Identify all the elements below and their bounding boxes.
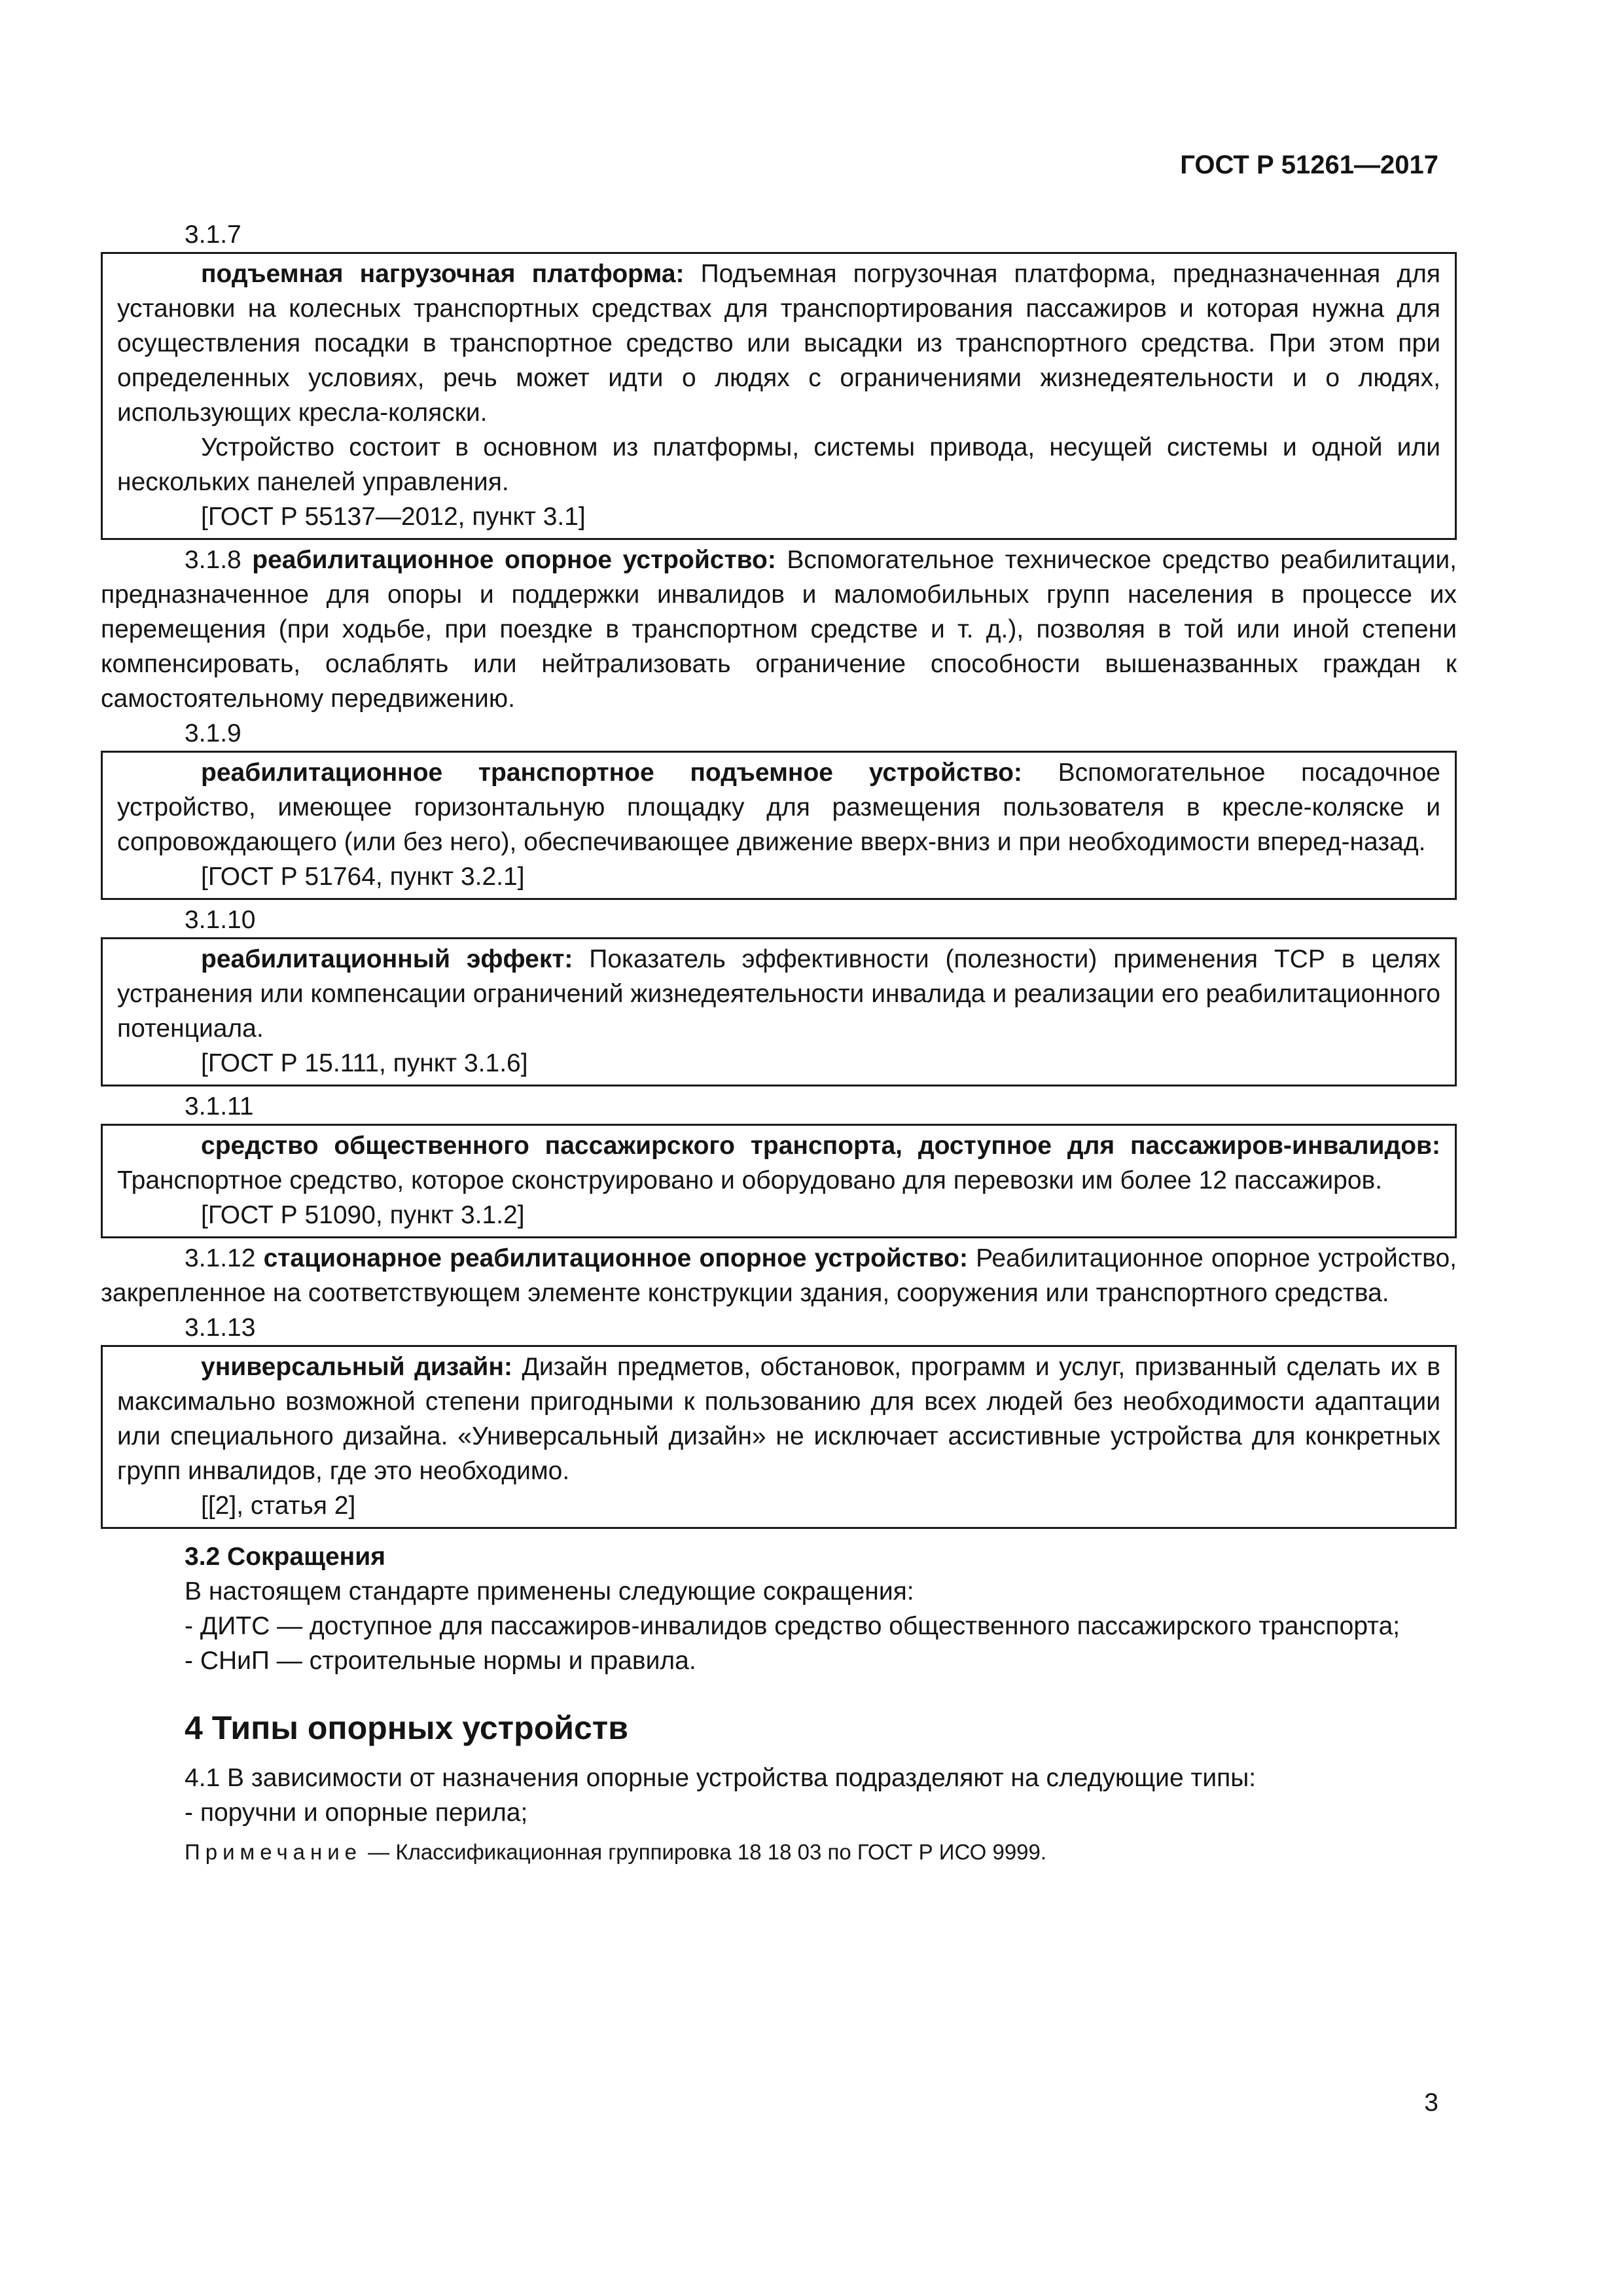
term-extra: Устройство состоит в основном из платформы, системы привода, несущей системы и одной или нескольких панелей управления.	[117, 433, 1440, 496]
term-name: реабилитационное опорное устройство:	[252, 546, 776, 574]
term-name: стационарное реабилитационное опорное устройство:	[263, 1244, 968, 1272]
term-source: [ГОСТ Р 15.111, пункт 3.1.6]	[201, 1049, 528, 1077]
term-source: [ГОСТ Р 55137—2012, пункт 3.1]	[201, 503, 586, 531]
term-definition: универсальный дизайн: Дизайн предметов, обстановок, программ и услуг, призванный сделать их в максимально возможной степени пригодными к пользованию для всех людей без необходимости адаптации или специального дизайна. «Универсальный дизайн» не исключает ассистивные устройства для конкретных групп инвалидов, где это необходимо.	[117, 1353, 1440, 1485]
term-box	[101, 1124, 1457, 1238]
term-paragraph: 3.1.12 стационарное реабилитационное опорное устройство: Реабилитационное опорное устройство, закрепленное на соответствующем элементе конструкции здания, сооружения или транспортного средства.	[101, 1244, 1457, 1307]
term-name: подъемная нагрузочная платформа:	[201, 260, 685, 288]
term-box	[101, 252, 1457, 540]
term-definition: средство общественного пассажирского транспорта, доступное для пассажиров-инвалидов: Транспортное средство, которое сконструировано и оборудовано для перевозки им более 12 пассажиров.	[117, 1132, 1440, 1194]
clause-paragraph: 4.1 В зависимости от назначения опорные устройства подразделяют на следующие типы:	[185, 1764, 1257, 1792]
section-heading: 3.2 Сокращения	[185, 1543, 385, 1571]
list-item: - поручни и опорные перила;	[185, 1799, 528, 1827]
term-box	[101, 937, 1457, 1086]
term-box	[101, 751, 1457, 900]
term-source: [[2], статья 2]	[201, 1492, 356, 1520]
note-label: Примечание	[185, 1840, 363, 1864]
term-number: 3.1.12	[185, 1244, 256, 1272]
term-definition: реабилитационное транспортное подъемное устройство: Вспомогательное посадочное устройство, имеющее горизонтальную площадку для размещения пользователя в кресле-коляске и сопровождающего (или без него), обеспечивающее движение вверх-вниз и при необходимости вперед-назад.	[117, 759, 1441, 856]
term-name: реабилитационный эффект:	[201, 945, 573, 973]
chapter-heading: 4 Типы опорных устройств	[185, 1710, 629, 1746]
term-name: универсальный дизайн:	[201, 1353, 512, 1381]
term-number: 3.1.10	[185, 906, 256, 934]
term-source: [ГОСТ Р 51090, пункт 3.1.2]	[201, 1201, 525, 1229]
term-definition: подъемная нагрузочная платформа: Подъемная погрузочная платформа, предназначенная для установки на колесных транспортных средствах для транспортирования пассажиров и которая нужна для осуществления посадки в транспортное средство или высадки из транспортного средства. При этом при определенных условиях, речь может идти о людях с ограничениями жизнедеятельности и о людях, использующих кресла-коляски.	[117, 260, 1441, 427]
term-box	[101, 1345, 1457, 1529]
term-number: 3.1.13	[185, 1314, 256, 1342]
note	[101, 1837, 1457, 1868]
note-text: — Классификационная группировка 18 18 03 по ГОСТ Р ИСО 9999.	[362, 1840, 1047, 1864]
abbrev-item: - ДИТС — доступное для пассажиров-инвалидов средство общественного пассажирского транспорта;	[185, 1612, 1400, 1640]
page-content	[101, 217, 1457, 1868]
abbrev-item: - СНиП — строительные нормы и правила.	[185, 1647, 696, 1675]
term-number: 3.1.8	[185, 546, 241, 574]
document-id-header: ГОСТ Р 51261—2017	[1180, 151, 1438, 179]
term-definition: реабилитационный эффект: Показатель эффективности (полезности) применения ТСР в целях устранения или компенсации ограничений жизнедеятельности инвалида и реализации его реабилитационного потенциала.	[117, 945, 1440, 1043]
term-number: 3.1.11	[185, 1092, 254, 1121]
term-source: [ГОСТ Р 51764, пункт 3.2.1]	[201, 863, 525, 891]
term-number: 3.1.7	[185, 221, 241, 249]
page-number: 3	[1424, 2089, 1438, 2117]
term-name: средство общественного пассажирского транспорта, доступное для пассажиров-инвалидов:	[201, 1132, 1440, 1160]
abbrev-intro: В настоящем стандарте применены следующие сокращения:	[185, 1577, 914, 1605]
term-name: реабилитационное транспортное подъемное устройство:	[201, 759, 1022, 787]
term-number: 3.1.9	[185, 719, 241, 747]
term-paragraph: 3.1.8 реабилитационное опорное устройство: Вспомогательное техническое средство реабилитации, предназначенное для опоры и поддержки инвалидов и маломобильных групп населения в процессе их перемещения (при ходьбе, при поездке в транспортном средстве и т. д.), позволяя в той или иной степени компенсировать, ослаблять или нейтрализовать ограничение способности вышеназванных граждан к самостоятельному передвижению.	[101, 546, 1457, 713]
